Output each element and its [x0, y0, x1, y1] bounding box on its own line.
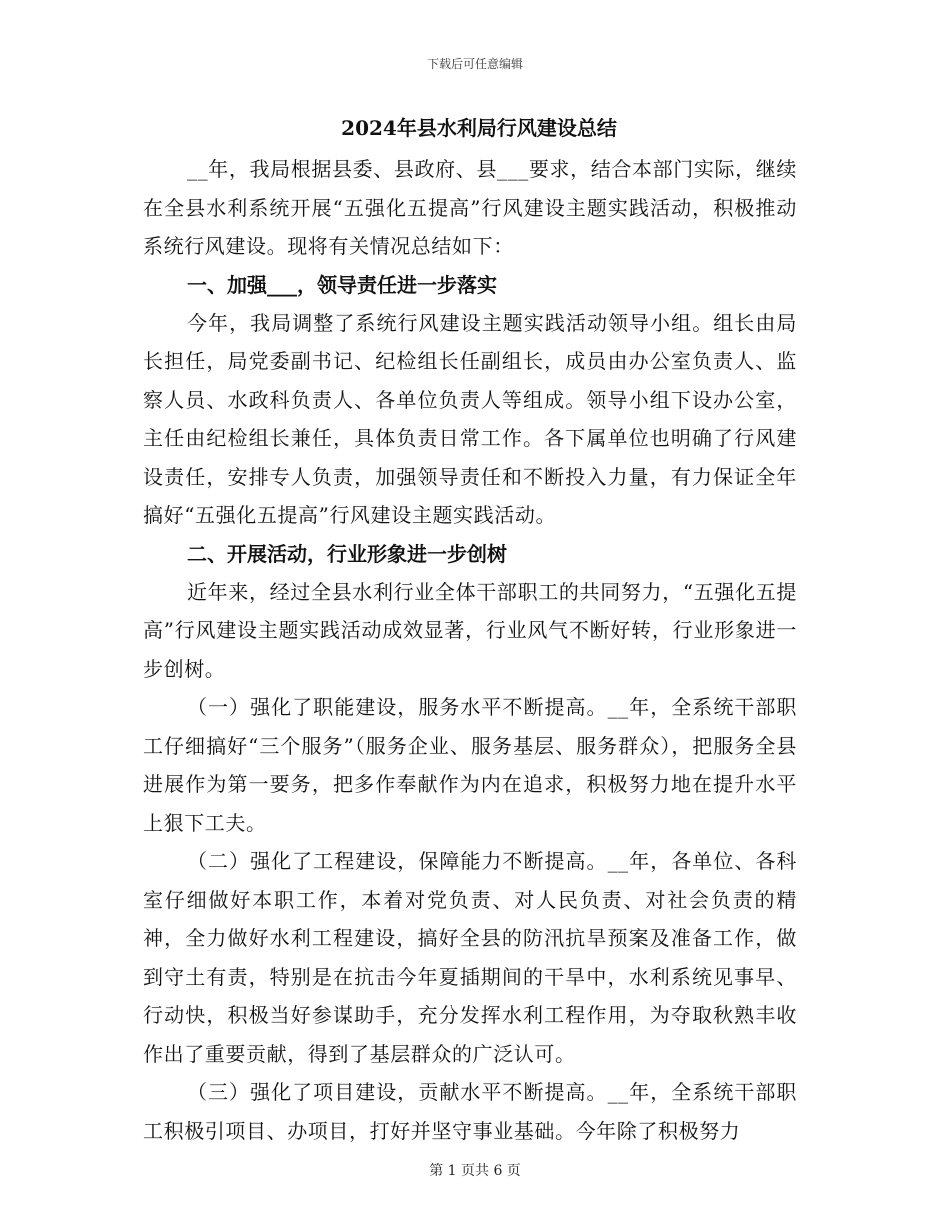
section-1-paragraph: 今年，我局调整了系统行风建设主题实践活动领导小组。组长由局长担任，局党委副书记、纪检组长任副组长，成员由办公室负责人、监察人员、水政科负责人、各单位负责人等组成。领导小组下设办公室，主任由纪检组长兼任，具体负责日常工作。各下属单位也明确了行风建设责任，安排专人负责，加强领导责任和不断投入力量，有力保证全年搞好“五强化五提高”行风建设主题实践活动。	[143, 310, 797, 527]
page-header-note: 下载后可任意编辑	[426, 57, 523, 71]
document-body	[143, 112, 797, 1150]
section-2-heading: 二、开展活动，行业形象进一步创树	[187, 541, 507, 566]
item-1-paragraph: （一）强化了职能建设，服务水平不断提高。__年，全系统干部职工仔细搞好“三个服务”（服务企业、服务基层、服务群众），把服务全县进展作为第一要务，把多作奉献作为内在追求，积极努力地在提升水平上狠下工夫。	[143, 695, 797, 835]
section-2-paragraph: 近年来，经过全县水利行业全体干部职工的共同努力，“五强化五提高”行风建设主题实践活动成效显著，行业风气不断好转，行业形象进一步创树。	[143, 579, 797, 681]
section-1-heading: 一、加强___，领导责任进一步落实	[187, 272, 497, 297]
item-2-paragraph: （二）强化了工程建设，保障能力不断提高。__年，各单位、各科室仔细做好本职工作，本着对党负责、对人民负责、对社会负责的精神，全力做好水利工程建设，搞好全县的防汛抗旱预案及准备工作，做到守土有责，特别是在抗击今年夏插期间的干旱中，水利系统见事早、行动快，积极当好参谋助手，充分发挥水利工程作用，为夺取秋熟丰收作出了重要贡献，得到了基层群众的广泛认可。	[143, 849, 797, 1066]
item-3-paragraph: （三）强化了项目建设，贡献水平不断提高。__年，全系统干部职工积极引项目、办项目，打好并坚守事业基础。今年除了积极努力	[143, 1080, 797, 1143]
document-title: 2024年县水利局行风建设总结	[341, 116, 617, 140]
intro-paragraph: __年，我局根据县委、县政府、县___要求，结合本部门实际，继续在全县水利系统开展“五强化五提高”行风建设主题实践活动，积极推动系统行风建设。现将有关情况总结如下：	[143, 157, 797, 258]
page-number-footer: 第 1 页共 6 页	[429, 1163, 521, 1179]
